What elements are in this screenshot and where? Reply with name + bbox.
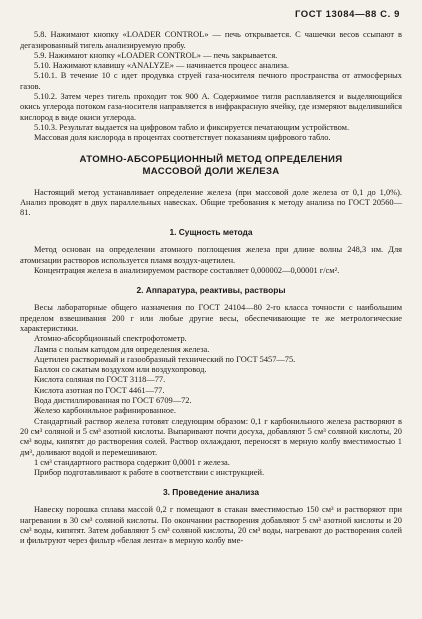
section-2-paragraph: Железо карбонильное рафинированное. <box>34 406 176 416</box>
paragraph-5-9: 5.9. Нажимают кнопку «LOADER CONTROL» — печь закрывается. <box>34 50 278 60</box>
section-2-paragraph: Вода дистиллированная по ГОСТ 6709—72. <box>34 396 192 406</box>
section-3-heading: 3. Проведение анализа <box>163 487 259 498</box>
section-2-paragraph: Прибор подготавливают к работе в соответствии с инструкцией. <box>34 468 265 478</box>
section-2-paragraph: Ацетилен растворимый и газообразный технический по ГОСТ 5457—75. <box>34 354 296 364</box>
section-2-paragraph: Весы лабораторные общего назначения по ГОСТ 24104—80 2-го класса точности с наибольшим пределом взвешивания 200 г или любые другие весы, обеспечивающие те же метрологические характеристики. <box>20 303 402 333</box>
method-intro: Настоящий метод устанавливает определение железа (при массовой доле железа от 0,1 до 1,0%). Анализ проводят в двух параллельных навесках. Общие требования к методу анализа по ГОСТ 20560—81. <box>20 187 402 218</box>
paragraph-5-10-2: 5.10.2. Затем через тигель проходит ток 900 А. Содержимое тигля расплавляется и выделяющийся окись углерода потоком газа-носителя направляется в инфракрасную ячейку, где измеряют выделившийся кислород в виде окиси углерода. <box>20 92 402 122</box>
paragraph-5-10-3: 5.10.3. Результат выдается на цифровом табло и фиксируется печатающим устройством. <box>34 122 350 132</box>
paragraph-5-8: 5.8. Нажимают кнопку «LOADER CONTROL» — печь открывается. С чашечки весов ссыпают в дегазированный тигель анализируемую пробу. <box>20 30 402 50</box>
method-title-line2: МАССОВОЙ ДОЛИ ЖЕЛЕЗА <box>142 165 280 177</box>
section-3-paragraph: Навеску порошка сплава массой 0,2 г помещают в стакан вместимостью 150 см³ и растворяют при нагревании в 30 см³ соляной кислоты. По окончании растворения добавляют 5 см³ азотной кислоты и 20 см³ воды, кипятят. Затем добавляют 5 см³ соляной кислоты, 20 см³ воды, нагревают до растворения солей и фильтруют через фильтр «белая лента» в мерную колбу вме- <box>20 505 402 546</box>
paragraph-oxygen-result: Массовая доля кислорода в процентах соответствует показаниям цифрового табло. <box>34 133 331 143</box>
section-1-heading: 1. Сущность метода <box>169 227 253 238</box>
intro-block <box>20 30 402 143</box>
section-2-paragraph: Атомно-абсорбционный спектрофотометр. <box>34 334 187 344</box>
paragraph-5-10: 5.10. Нажимают клавишу «ANALYZE» — начинается процесс анализа. <box>34 61 289 71</box>
method-title-line1: АТОМНО-АБСОРБЦИОННЫЙ МЕТОД ОПРЕДЕЛЕНИЯ <box>79 153 343 165</box>
method-title <box>20 154 402 178</box>
paragraph-5-10-1: 5.10.1. В течение 10 с идет продувка струей газа-носителя печного пространства от атмосферных газов. <box>20 71 402 91</box>
section-2-paragraph: Стандартный раствор железа готовят следующим образом: 0,1 г карбонильного железа растворяют в 20 см³ соляной и 5 см³ азотной кислоты. Выпаривают почти досуха, добавляют 5 см³ соляной кислоты, 20 см³ воды, кипятят до растворения солей. Раствор охлаждают, переносят в мерную колбу вместимостью 1 дм³, доливают водой и перемешивают. <box>20 416 402 457</box>
section-2-paragraph: Кислота азотная по ГОСТ 4461—77. <box>34 385 165 395</box>
section-2-heading: 2. Аппаратура, реактивы, растворы <box>136 285 286 296</box>
section-1-paragraph: Концентрация железа в анализируемом растворе составляет 0,000002—0,00001 г/см². <box>34 266 340 276</box>
section-2-paragraph: Лампа с полым катодом для определения железа. <box>34 344 210 354</box>
section-2-paragraph: Кислота соляная по ГОСТ 3118—77. <box>34 375 166 385</box>
section-1-paragraph: Метод основан на определении атомного поглощения железа при длине волны 248,3 нм. Для атомизации растворов используется пламя воздух-ацетилен. <box>20 245 402 265</box>
section-2-paragraph: 1 см³ стандартного раствора содержит 0,0001 г железа. <box>34 457 230 467</box>
page-header: ГОСТ 13084—88 С. 9 <box>294 9 400 20</box>
section-2-paragraph: Баллон со сжатым воздухом или воздухопровод. <box>34 365 207 375</box>
